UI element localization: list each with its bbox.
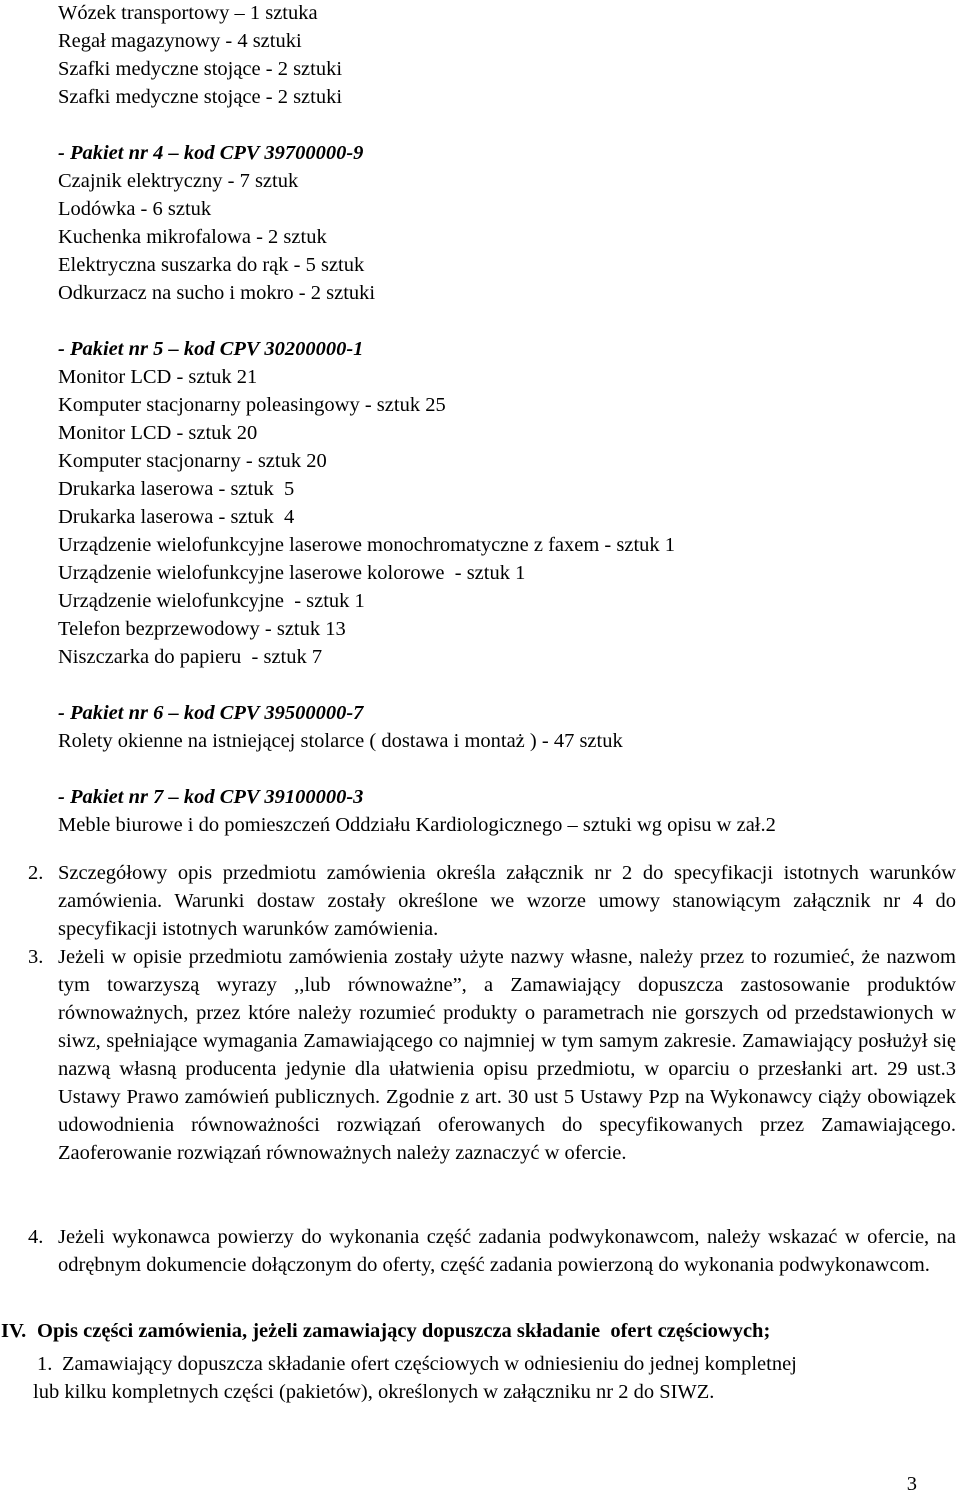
section-number: IV.	[1, 1320, 27, 1342]
list-item: Czajnik elektryczny - 7 sztuk	[58, 170, 299, 192]
pakiet-heading: - Pakiet nr 6 – kod CPV 39500000-7	[58, 702, 364, 724]
list-item: Drukarka laserowa - sztuk 4	[58, 506, 295, 528]
list-item: Meble biurowe i do pomieszczeń Oddziału Kardiologicznego – sztuki wg opisu w zał.2	[58, 814, 776, 836]
point-text: Jeżeli w opisie przedmiotu zamówienia zostały użyte nazwy własne, należy przez to rozumieć, że nazwom tym towarzyszą wyrazy ,,lub równoważne”, a Zamawiający dopuszcza zastosowanie produktów równoważnych, przez które należy rozumieć produkty o parametrach nie gorszych od przedstawionych w siwz, spełniające wymagania Zamawiającego co najmniej w tym samym zakresie. Zamawiający posłużył się nazwą własną producenta jedynie dla ułatwienia opisu przedmiotu, w oparciu o przesłanki art. 29 ust.3 Ustawy Prawo zamówień publicznych. Zgodnie z art. 30 ust 5 Ustawy Pzp na Wykonawcy ciąży obowiązek udowodnienia równoważności rozwiązań oferowanych do specyfikowanych przez Zamawiającego. Zaoferowanie rozwiązań równoważnych należy zaznaczyć w ofercie.	[58, 946, 956, 1164]
list-item: Wózek transportowy – 1 sztuka	[58, 2, 318, 24]
pakiet-heading: - Pakiet nr 7 – kod CPV 39100000-3	[58, 786, 364, 808]
point-number: 2.	[28, 862, 44, 884]
list-item: Monitor LCD - sztuk 21	[58, 366, 258, 388]
list-item: Rolety okienne na istniejącej stolarce ( dostawa i montaż ) - 47 sztuk	[58, 730, 623, 752]
section-title: Opis części zamówienia, jeżeli zamawiający dopuszcza składanie ofert częściowych;	[37, 1320, 771, 1342]
list-item: Szafki medyczne stojące - 2 sztuki	[58, 86, 343, 108]
list-item: Lodówka - 6 sztuk	[58, 198, 212, 220]
list-item: Urządzenie wielofunkcyjne laserowe kolorowe - sztuk 1	[58, 562, 526, 584]
list-item: Komputer stacjonarny poleasingowy - sztuk 25	[58, 394, 446, 416]
list-item: Telefon bezprzewodowy - sztuk 13	[58, 618, 346, 640]
pakiet-heading: - Pakiet nr 5 – kod CPV 30200000-1	[58, 338, 364, 360]
point-number: 4.	[28, 1226, 44, 1248]
list-item: Odkurzacz na sucho i mokro - 2 sztuki	[58, 282, 376, 304]
pakiet-heading: - Pakiet nr 4 – kod CPV 39700000-9	[58, 142, 364, 164]
list-item: Komputer stacjonarny - sztuk 20	[58, 450, 327, 472]
page-number: 3	[906, 1473, 917, 1495]
list-item: Szafki medyczne stojące - 2 sztuki	[58, 58, 343, 80]
point-text: Jeżeli wykonawca powierzy do wykonania część zadania podwykonawcom, należy wskazać w ofercie, na odrębnym dokumencie dołączonym do oferty, część zadania powierzoną do wykonania podwykonawcom.	[58, 1226, 956, 1276]
list-item: Urządzenie wielofunkcyjne - sztuk 1	[58, 590, 365, 612]
list-item: Kuchenka mikrofalowa - 2 sztuk	[58, 226, 327, 248]
point-text: Szczegółowy opis przedmiotu zamówienia określa załącznik nr 2 do specyfikacji istotnych warunków zamówienia. Warunki dostaw zostały określone we wzorze umowy stanowiącym załącznik nr 4 do specyfikacji istotnych warunków zamówienia.	[58, 862, 956, 940]
list-item: Monitor LCD - sztuk 20	[58, 422, 258, 444]
list-item: Elektryczna suszarka do rąk - 5 sztuk	[58, 254, 365, 276]
list-item: Drukarka laserowa - sztuk 5	[58, 478, 295, 500]
list-item: Urządzenie wielofunkcyjne laserowe monochromatyczne z faxem - sztuk 1	[58, 534, 676, 556]
list-item: Regał magazynowy - 4 sztuki	[58, 30, 302, 52]
section-point-text: Zamawiający dopuszcza składanie ofert częściowych w odniesieniu do jednej kompletnej	[62, 1353, 797, 1375]
section-point-number: 1.	[37, 1353, 53, 1375]
point-number: 3.	[28, 946, 44, 968]
section-point-text: lub kilku kompletnych części (pakietów), określonych w załączniku nr 2 do SIWZ.	[33, 1381, 715, 1403]
list-item: Niszczarka do papieru - sztuk 7	[58, 646, 323, 668]
